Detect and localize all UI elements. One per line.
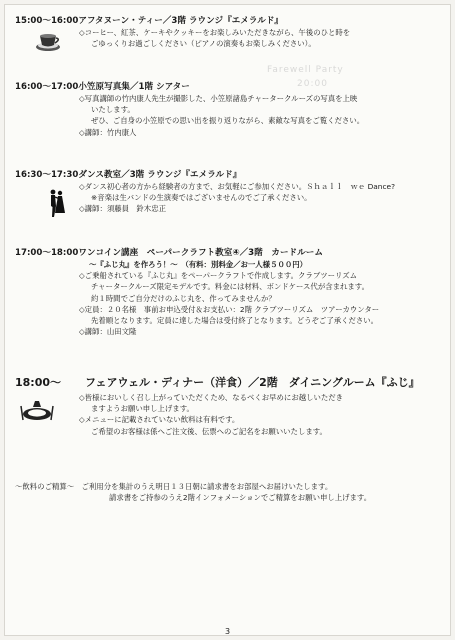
document-page	[4, 4, 451, 636]
entry-line: ◇メニューに記載されていない飲料は有料です。	[79, 415, 240, 425]
entry-line: ますようお願い申し上げます。	[91, 404, 194, 414]
entry-heading	[15, 169, 441, 181]
tea-cup-icon	[35, 31, 61, 57]
entry-line: ◇講師：須藤員 鈴木忠正	[79, 204, 166, 214]
entry-line: ◇写真講師の竹内康人先生が撮影した、小笠原諸島チャータークルーズの写真を上映	[79, 94, 358, 103]
entry-line: ◇ご乗船されている『ふじ丸』をペーパークラフトで作成します。クラブツーリズム	[79, 271, 358, 281]
entry-title: ワンコイン講座 ペーパークラフト教室④／3階 カードルーム	[78, 248, 323, 258]
schedule-entry-farewell-dinner	[15, 375, 441, 437]
entry-line: ご希望のお客様は係へご注文後、伝票へのご記名をお願いいたします。	[91, 426, 327, 436]
entry-line: ぜひ、ご自身の小笠原での思い出を振り返りながら、素敵な写真をご覧ください。	[91, 116, 365, 126]
schedule-entry-paper-craft	[15, 247, 441, 337]
entry-time: 15:00〜16:00	[15, 16, 79, 26]
entry-line: ◇ダンス初心者の方から経験者の方まで、お気軽にご参加ください。Ｓｈａｌｌ ｗｅ Dance?	[79, 182, 396, 191]
entry-line: チャータークルーズ限定モデルです。料金には材料、ボンドケース代が含まれます。	[91, 282, 369, 292]
entry-heading	[15, 81, 441, 93]
entry-time: 16:30〜17:30	[15, 170, 79, 180]
schedule-entry-photo-show	[15, 81, 441, 138]
page-number: 3	[224, 627, 231, 636]
entry-time: 17:00〜18:00	[15, 248, 79, 258]
entry-subtitle: 〜『ふじ丸』を作ろう！〜 （有料：別料金／お一人様５００円）	[89, 260, 308, 269]
entry-line: ◇コーヒー、紅茶、ケーキやクッキーをお楽しみいただきながら、午後のひと時を	[79, 28, 351, 37]
entry-line: ◇講師：山田文隆	[79, 327, 137, 337]
schedule-entry-afternoon-tea	[15, 15, 441, 49]
entry-title: アフタヌーン・ティー／3階 ラウンジ『エメラルド』	[78, 16, 284, 26]
entry-heading	[15, 247, 441, 259]
dancing-couple-icon	[45, 189, 69, 223]
schedule-entry-dance	[15, 169, 441, 215]
entry-line: いたします。	[91, 105, 135, 115]
ghost-time-text: 20:00	[297, 79, 328, 89]
entry-line: 約１時間でご自分だけのふじ丸を、作ってみませんか？	[91, 293, 276, 303]
dinner-plate-icon	[19, 398, 55, 428]
footnote-line: 請求書をご持参のうえ2階インフォメーションでご精算をお願い申し上げます。	[109, 493, 372, 503]
entry-title: ダンス教室／3階 ラウンジ『エメラルド』	[78, 170, 242, 180]
entry-line: 先着順となります。定員に達した場合は受付終了となります。どうぞご了承ください。	[91, 316, 379, 326]
entry-line: ◇定員：２０名様 事前お申込受付＆お支払い：2階 クラブツーリズム ツアーカウンター	[79, 304, 380, 314]
entry-title: フェアウェル・ディナー（洋食）／2階 ダイニングルーム『ふじ』	[85, 376, 420, 389]
entry-line: ◇皆様においしく召し上がっていただくため、なるべくお早めにお越しいただき	[79, 393, 344, 402]
entry-time: 18:00〜	[15, 376, 62, 389]
entry-line: ごゆっくりお過ごしください（ピアノの演奏もお楽しみください）。	[91, 39, 316, 49]
entry-heading	[15, 375, 441, 390]
payment-footnote	[15, 481, 445, 503]
ghost-farewell-text: Farewell Party	[267, 65, 344, 75]
entry-title: 小笠原写真集／1階 シアター	[78, 82, 190, 92]
entry-heading	[15, 15, 441, 27]
entry-time: 16:00〜17:00	[15, 82, 79, 92]
entry-line: ◇講師：竹内康人	[79, 127, 137, 137]
entry-line: ※音楽は生バンドの生演奏ではございませんのでご了承ください。	[91, 193, 312, 203]
footnote-line: 〜飲料のご精算〜 ご利用分を集計のうえ明日１３日朝に請求書をお部屋へお届けいたします。	[15, 482, 333, 491]
